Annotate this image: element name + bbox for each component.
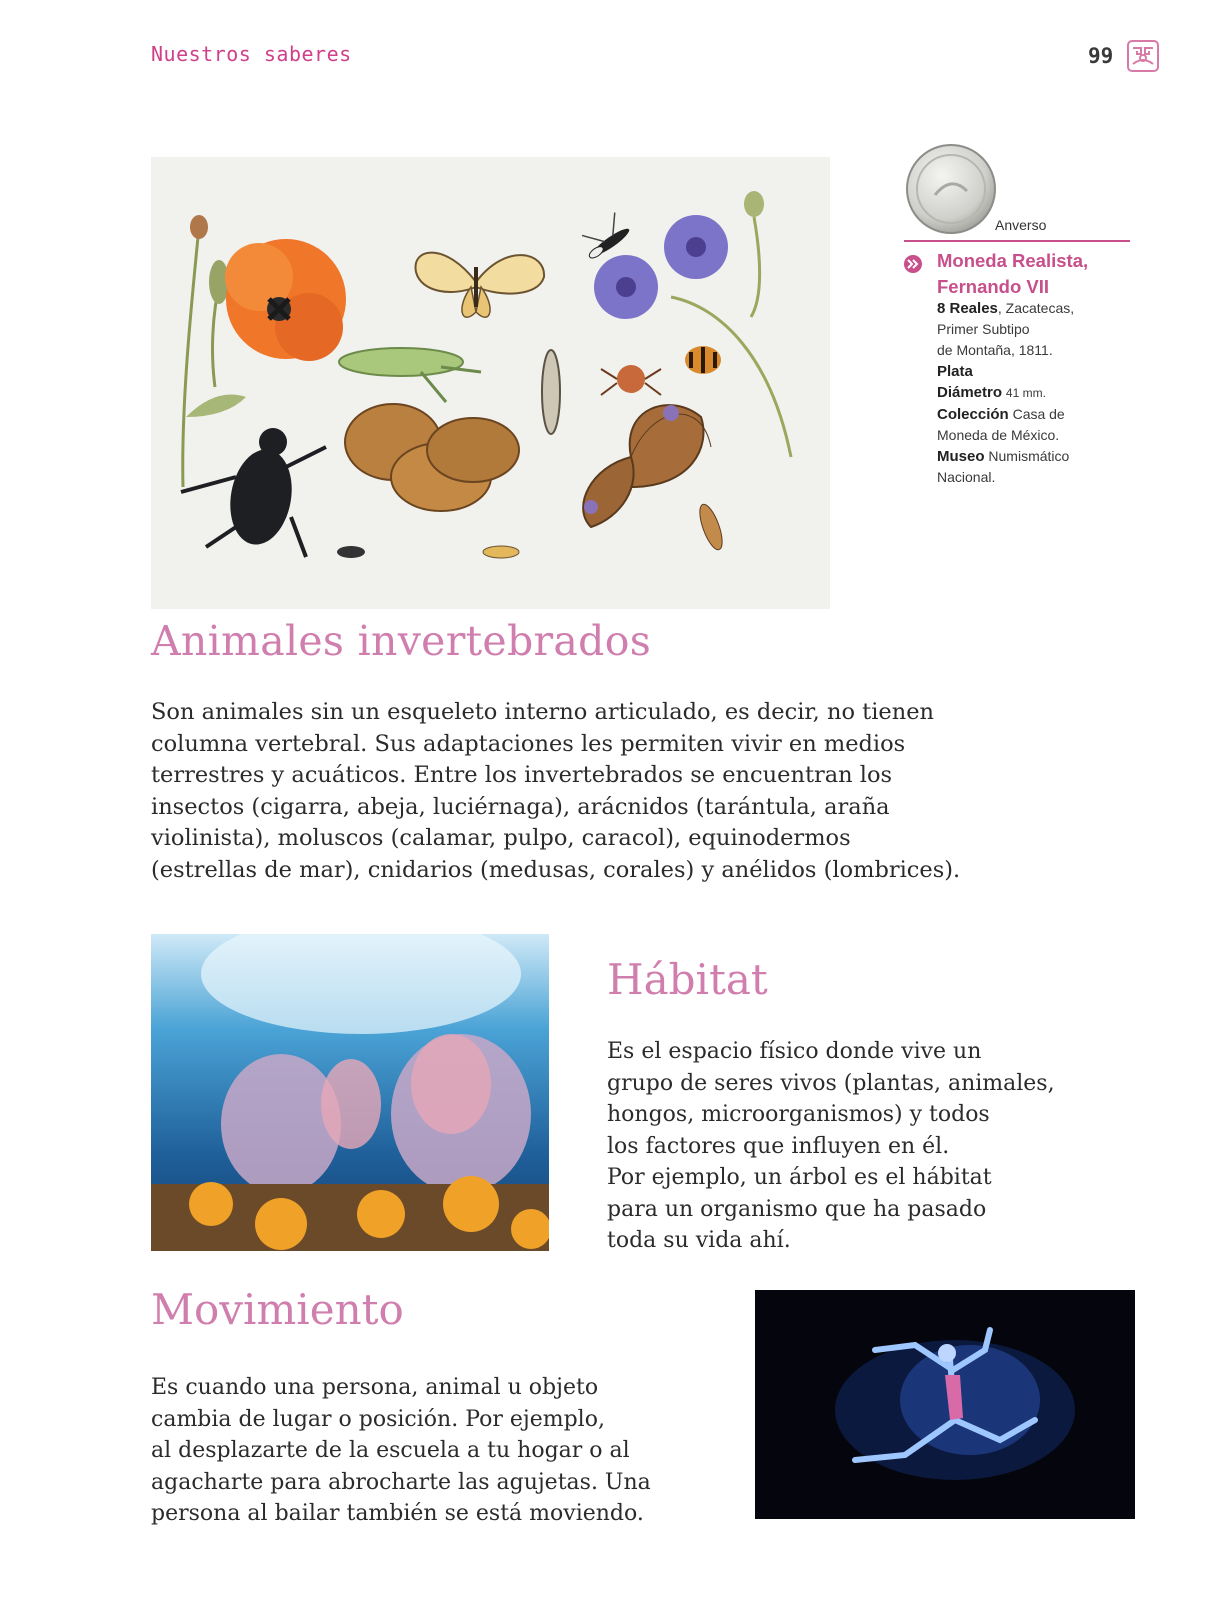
coin-collection-label: Colección	[937, 406, 1009, 423]
paragraph-line: persona al bailar también se está moviendo.	[151, 1501, 644, 1526]
coin-details	[937, 298, 1137, 488]
heading-invertebrates: Animales invertebrados	[151, 617, 652, 665]
paragraph-line: los factores que influyen en él.	[607, 1133, 950, 1159]
paragraph-line: columna vertebral. Sus adaptaciones les permiten vivir en medios	[151, 730, 906, 757]
coin-denomination-place: , Zacatecas,	[997, 300, 1075, 316]
paragraph-line: insectos (cigarra, abeja, luciérnaga), arácnidos (tarántula, araña	[151, 793, 890, 820]
coin-title	[937, 248, 1137, 300]
paragraph-line: terrestres y acuáticos. Entre los invertebrados se encuentran los	[151, 762, 893, 788]
paragraph-line: Es el espacio físico donde vive un	[607, 1039, 982, 1064]
paragraph-line: Es cuando una persona, animal u objeto	[151, 1375, 599, 1400]
paragraph-line: al desplazarte de la escuela a tu hogar o al	[151, 1438, 630, 1463]
coin-museum-label: Museo	[937, 448, 985, 465]
paragraph-line: agacharte para abrocharte las agujetas. Una	[151, 1469, 651, 1495]
coin-place-year: de Montaña, 1811.	[937, 342, 1053, 358]
coin-diameter-label: Diámetro	[937, 384, 1003, 401]
paragraph-line: (estrellas de mar), cnidarios (medusas, corales) y anélidos (lombrices).	[151, 856, 961, 883]
coin-diameter-value: 41 mm.	[1005, 386, 1046, 400]
coin-collection-value-1: Casa de	[1012, 406, 1065, 422]
page-number: 99	[1088, 44, 1114, 68]
coin-denomination: 8 Reales	[937, 300, 998, 317]
invertebrates-paragraph	[151, 697, 971, 886]
paragraph-line: Por ejemplo, un árbol es el hábitat	[607, 1165, 992, 1190]
pre-hispanic-glyph-icon	[1125, 38, 1161, 74]
paragraph-line: hongos, microorganismos) y todos	[607, 1102, 990, 1127]
coral-reef-photo	[151, 934, 549, 1251]
dancer-photo	[755, 1290, 1135, 1519]
heading-movement: Movimiento	[151, 1285, 404, 1334]
coin-subtype: Primer Subtipo	[937, 321, 1030, 337]
movement-paragraph	[151, 1372, 711, 1530]
paragraph-line: Son animales sin un esqueleto interno articulado, es decir, no tienen	[151, 699, 935, 725]
paragraph-line: toda su vida ahí.	[607, 1228, 791, 1253]
coin-image	[905, 143, 997, 235]
habitat-paragraph	[607, 1036, 1077, 1257]
coin-collection-value-2: Moneda de México.	[937, 427, 1060, 443]
paragraph-line: para un organismo que ha pasado	[607, 1196, 987, 1222]
coin-museum-value-2: Nacional.	[937, 469, 996, 485]
caption-divider	[904, 240, 1130, 242]
double-chevron-right-icon	[903, 254, 923, 274]
section-name: Nuestros saberes	[151, 42, 352, 66]
heading-habitat: Hábitat	[607, 955, 768, 1004]
coin-metal: Plata	[937, 363, 973, 380]
paragraph-line: cambia de lugar o posición. Por ejemplo,	[151, 1406, 605, 1432]
paragraph-line: grupo de seres vivos (plantas, animales,	[607, 1070, 1055, 1096]
paragraph-line: violinista), moluscos (calamar, pulpo, caracol), equinodermos	[151, 825, 851, 851]
coin-title-line-2: Fernando VII	[937, 276, 1050, 297]
coin-museum-value-1: Numismático	[988, 448, 1070, 464]
coin-side-label: Anverso	[995, 217, 1047, 233]
coin-title-line-1: Moneda Realista,	[937, 250, 1089, 271]
invertebrates-illustration	[151, 157, 830, 609]
